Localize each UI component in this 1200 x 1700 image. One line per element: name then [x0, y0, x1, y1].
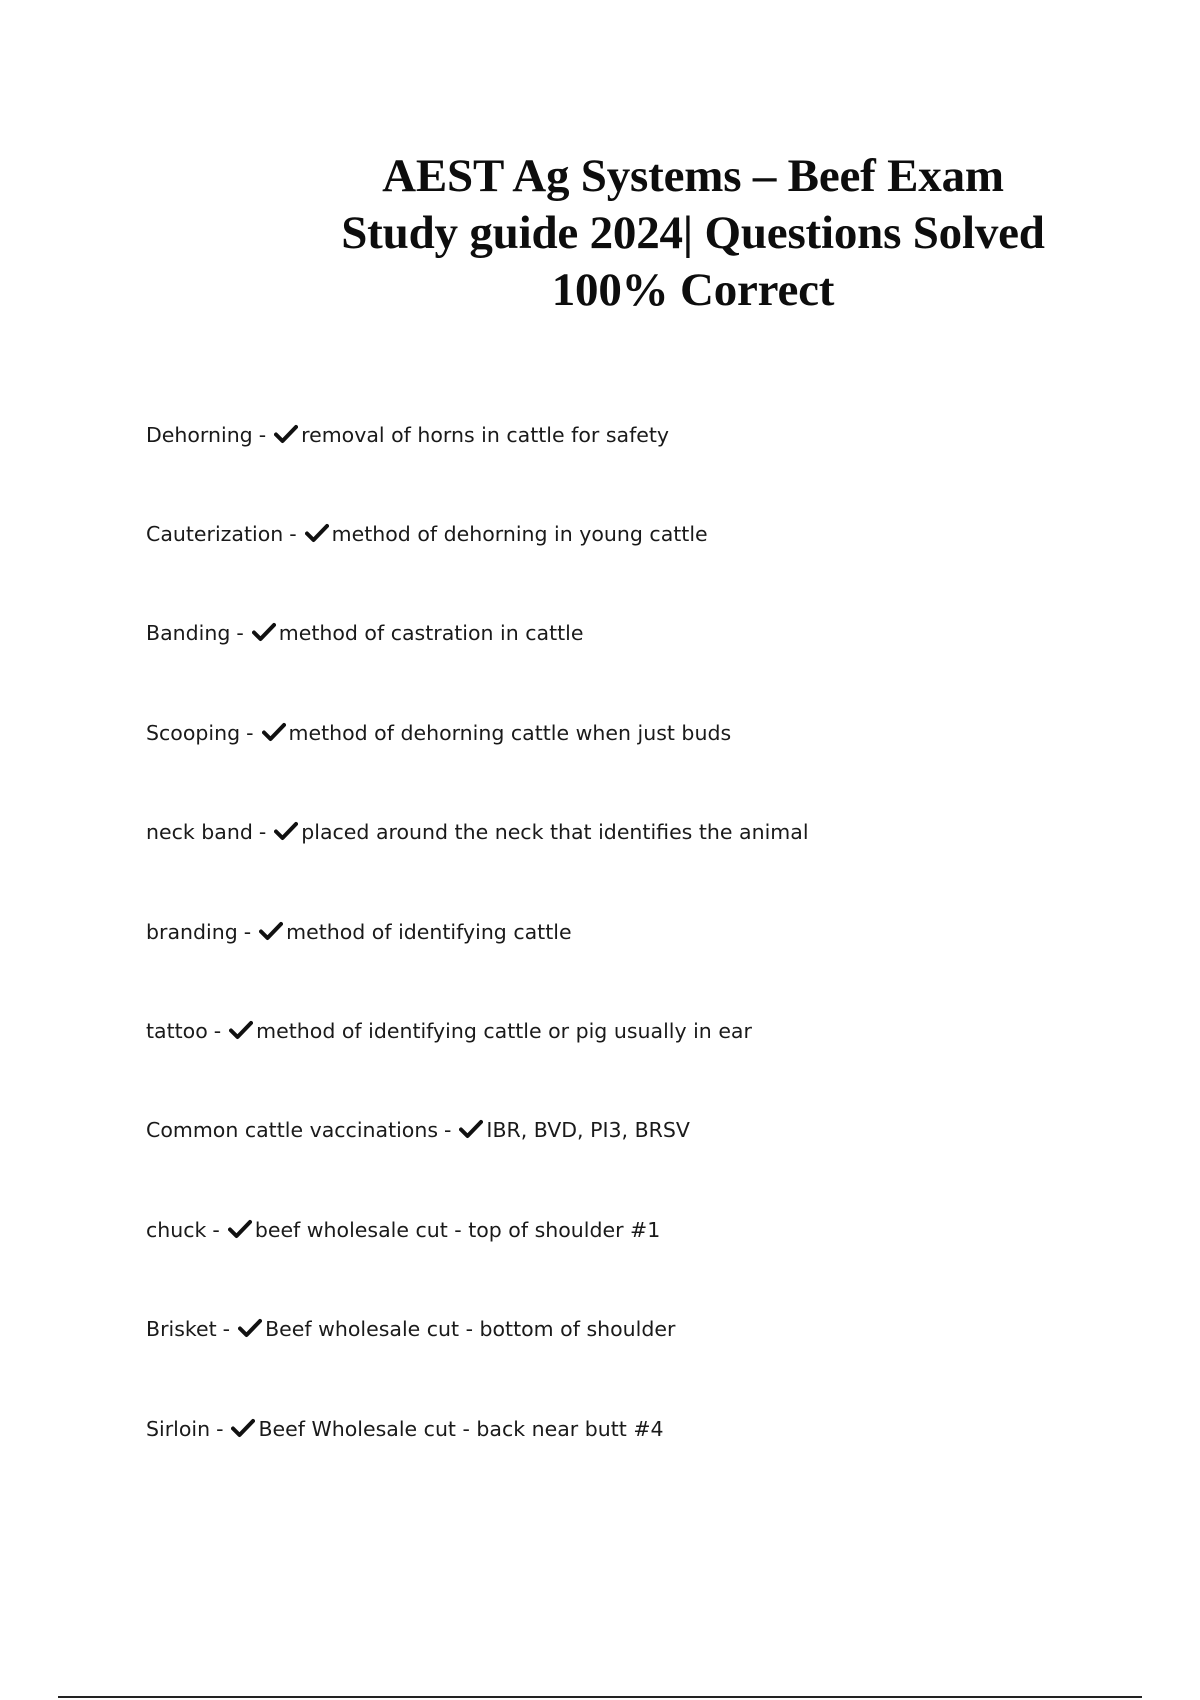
list-item [146, 1081, 1146, 1180]
check-mark-icon [274, 424, 298, 444]
check-mark-icon [259, 921, 283, 941]
list-item [146, 1280, 1146, 1379]
item-term: neck band [146, 820, 253, 845]
item-separator: - [246, 720, 254, 745]
item-term: Scooping [146, 720, 241, 745]
check-mark-icon [459, 1119, 483, 1139]
list-item [146, 882, 1146, 981]
list-item [146, 584, 1146, 683]
item-separator: - [213, 1019, 222, 1044]
item-term: Cauterization [146, 522, 284, 547]
title-line-1: AEST Ag Systems – Beef Exam [382, 150, 1004, 202]
item-answer: method of identifying cattle or pig usually in ear [256, 1019, 752, 1044]
list-item [146, 981, 1146, 1080]
check-mark-icon [274, 821, 298, 841]
item-answer: beef wholesale cut - top of shoulder #1 [254, 1217, 661, 1242]
item-answer: method of dehorning cattle when just buds [288, 720, 732, 745]
item-term: Sirloin [146, 1416, 211, 1441]
footer-divider [58, 1696, 1142, 1698]
item-separator: - [243, 919, 252, 944]
item-term: tattoo [146, 1019, 208, 1044]
item-answer: IBR, BVD, PI3, BRSV [486, 1118, 690, 1143]
check-mark-icon [305, 523, 329, 543]
item-separator: - [212, 1217, 220, 1242]
item-term: Brisket [146, 1317, 217, 1342]
item-separator: - [236, 621, 244, 646]
item-separator: - [258, 422, 267, 447]
question-answer-list [146, 385, 1146, 1478]
item-term: branding [146, 919, 238, 944]
check-mark-icon [228, 1219, 252, 1239]
list-item [146, 683, 1146, 782]
title-line-3: 100% Correct [551, 264, 835, 316]
list-item [146, 484, 1146, 583]
item-answer: removal of horns in cattle for safety [301, 422, 670, 447]
item-answer: placed around the neck that identifies the animal [301, 820, 809, 845]
list-item [146, 783, 1146, 882]
check-mark-icon [252, 622, 276, 642]
list-item [146, 1180, 1146, 1279]
title-line-2: Study guide 2024| Questions Solved [341, 207, 1045, 259]
item-answer: method of identifying cattle [286, 919, 572, 944]
list-item [146, 385, 1146, 484]
item-separator: - [444, 1118, 452, 1143]
check-mark-icon [262, 722, 286, 742]
item-separator: - [222, 1317, 231, 1342]
check-mark-icon [229, 1020, 253, 1040]
check-mark-icon [231, 1418, 255, 1438]
item-separator: - [289, 522, 297, 547]
item-term: Dehorning [146, 422, 253, 447]
item-term: Banding [146, 621, 231, 646]
item-answer: method of dehorning in young cattle [331, 522, 708, 547]
item-separator: - [258, 820, 267, 845]
item-term: Common cattle vaccinations [146, 1118, 439, 1143]
item-answer: method of castration in cattle [278, 621, 584, 646]
list-item [146, 1379, 1146, 1478]
check-mark-icon [238, 1318, 262, 1338]
item-answer: Beef Wholesale cut - back near butt #4 [258, 1416, 664, 1441]
document-title [318, 148, 1068, 319]
item-separator: - [216, 1416, 224, 1441]
item-answer: Beef wholesale cut - bottom of shoulder [265, 1317, 676, 1342]
item-term: chuck [146, 1217, 207, 1242]
